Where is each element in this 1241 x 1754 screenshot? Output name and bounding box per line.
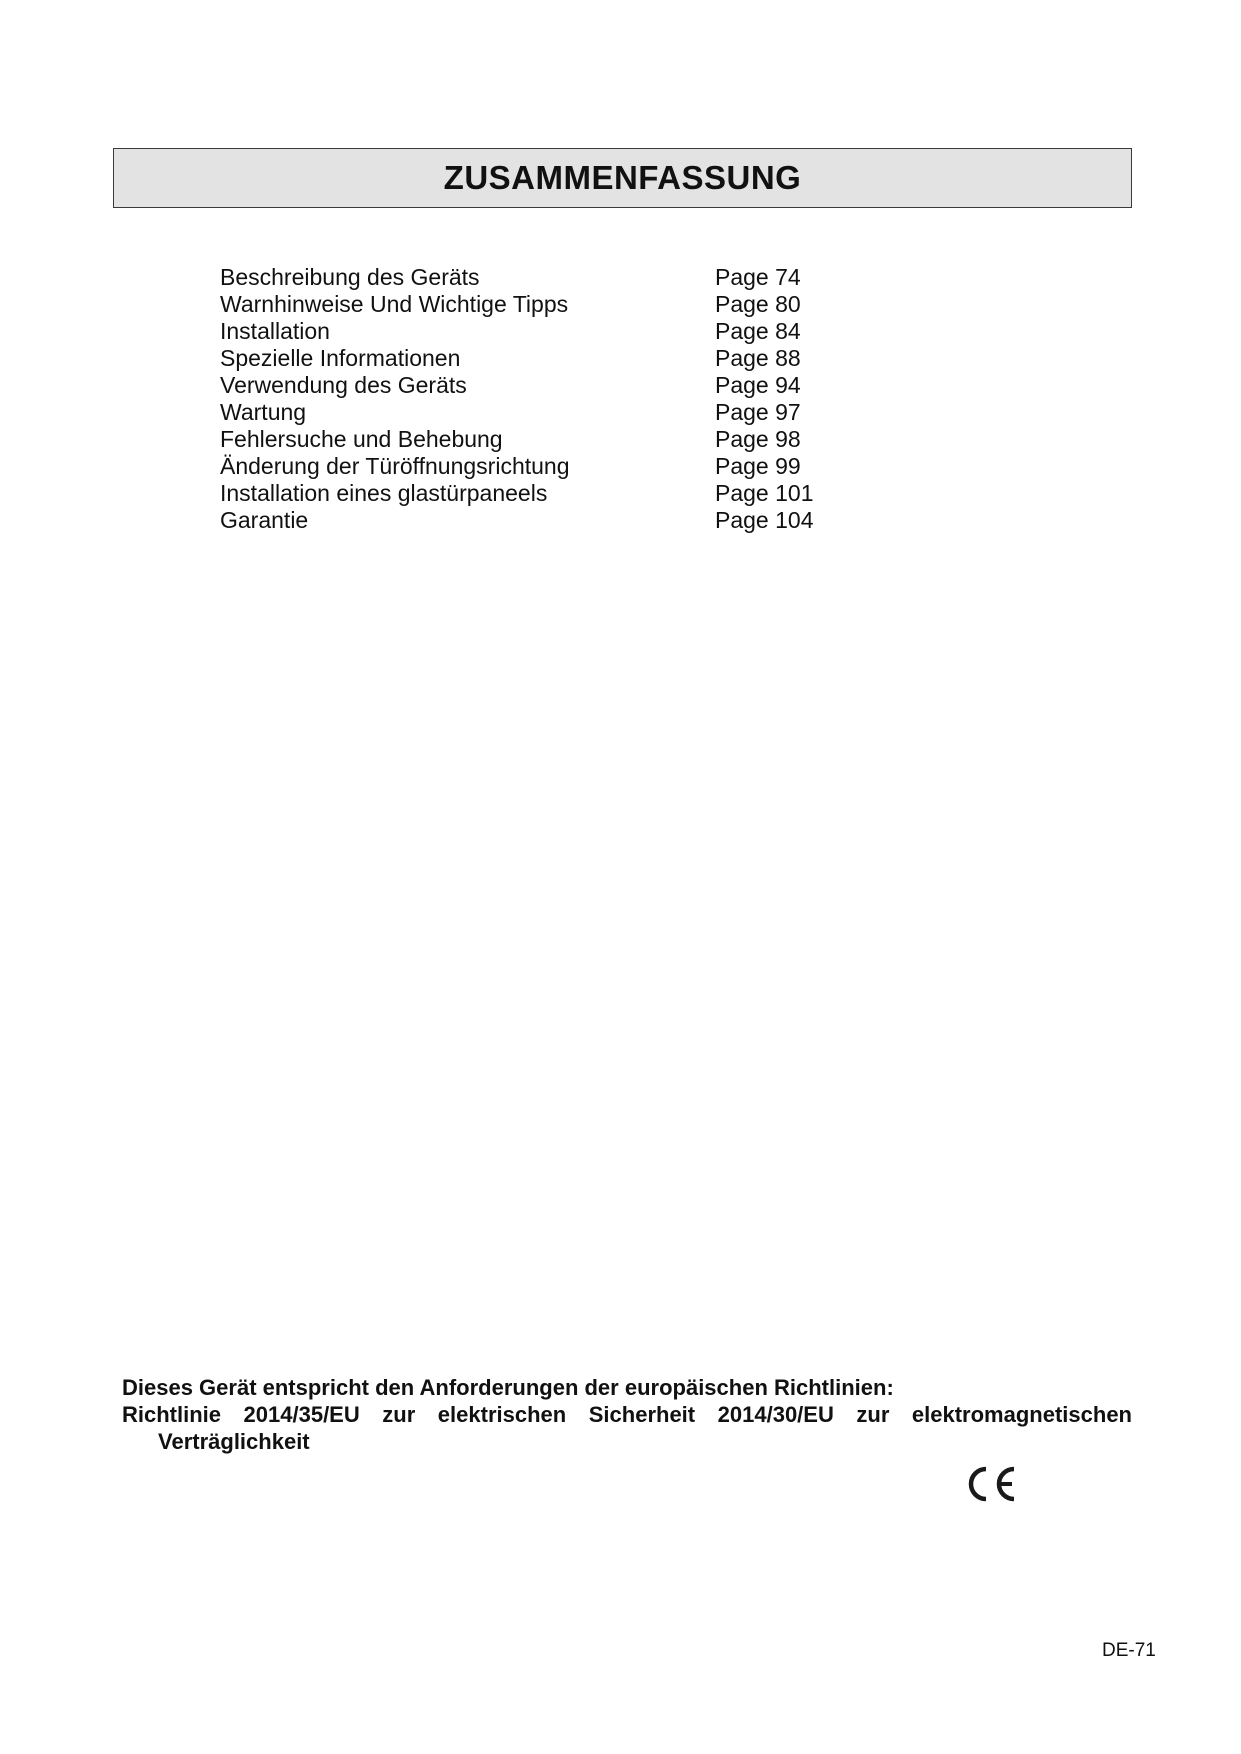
page-number: DE-71 [1102, 1640, 1156, 1661]
toc-row[interactable] [220, 507, 920, 534]
toc-row[interactable] [220, 345, 920, 372]
toc-entry-page: Page 98 [715, 426, 801, 452]
compliance-statement [122, 1374, 1132, 1455]
toc-entry-page: Page 84 [715, 318, 801, 344]
toc-entry-label: Installation eines glastürpaneels [220, 480, 548, 506]
toc-entry-label: Fehlersuche und Behebung [220, 426, 503, 452]
toc-entry-page: Page 88 [715, 345, 801, 371]
toc-row[interactable] [220, 453, 920, 480]
toc-row[interactable] [220, 264, 920, 291]
toc-row[interactable] [220, 291, 920, 318]
title-box [113, 148, 1132, 208]
toc-entry-page: Page 99 [715, 453, 801, 479]
page-title: ZUSAMMENFASSUNG [443, 159, 802, 196]
toc-entry-page: Page 80 [715, 291, 801, 317]
toc-row[interactable] [220, 318, 920, 345]
table-of-contents [220, 264, 920, 534]
toc-entry-page: Page 94 [715, 372, 801, 398]
compliance-directives: Richtlinie 2014/35/EU zur elektrischen Sicherheit 2014/30/EU zur elektromagnetischen [122, 1402, 1132, 1427]
toc-entry-label: Wartung [220, 399, 307, 425]
toc-entry-label: Änderung der Türöffnungsrichtung [220, 453, 570, 479]
toc-entry-label: Beschreibung des Geräts [220, 264, 480, 290]
toc-entry-label: Installation [220, 318, 330, 344]
toc-row[interactable] [220, 426, 920, 453]
compliance-directives-continued: Verträglichkeit [158, 1429, 310, 1454]
toc-entry-page: Page 74 [715, 264, 801, 290]
toc-entry-page: Page 104 [715, 507, 814, 533]
toc-row[interactable] [220, 480, 920, 507]
toc-row[interactable] [220, 399, 920, 426]
compliance-intro: Dieses Gerät entspricht den Anforderungen der europäischen Richtlinien: [122, 1375, 894, 1400]
ce-mark-icon [962, 1463, 1020, 1505]
toc-entry-page: Page 97 [715, 399, 801, 425]
toc-entry-label: Warnhinweise Und Wichtige Tipps [220, 291, 569, 317]
toc-entry-label: Verwendung des Geräts [220, 372, 467, 398]
toc-entry-label: Spezielle Informationen [220, 345, 461, 371]
toc-entry-page: Page 101 [715, 480, 814, 506]
toc-entry-label: Garantie [220, 507, 309, 533]
toc-row[interactable] [220, 372, 920, 399]
